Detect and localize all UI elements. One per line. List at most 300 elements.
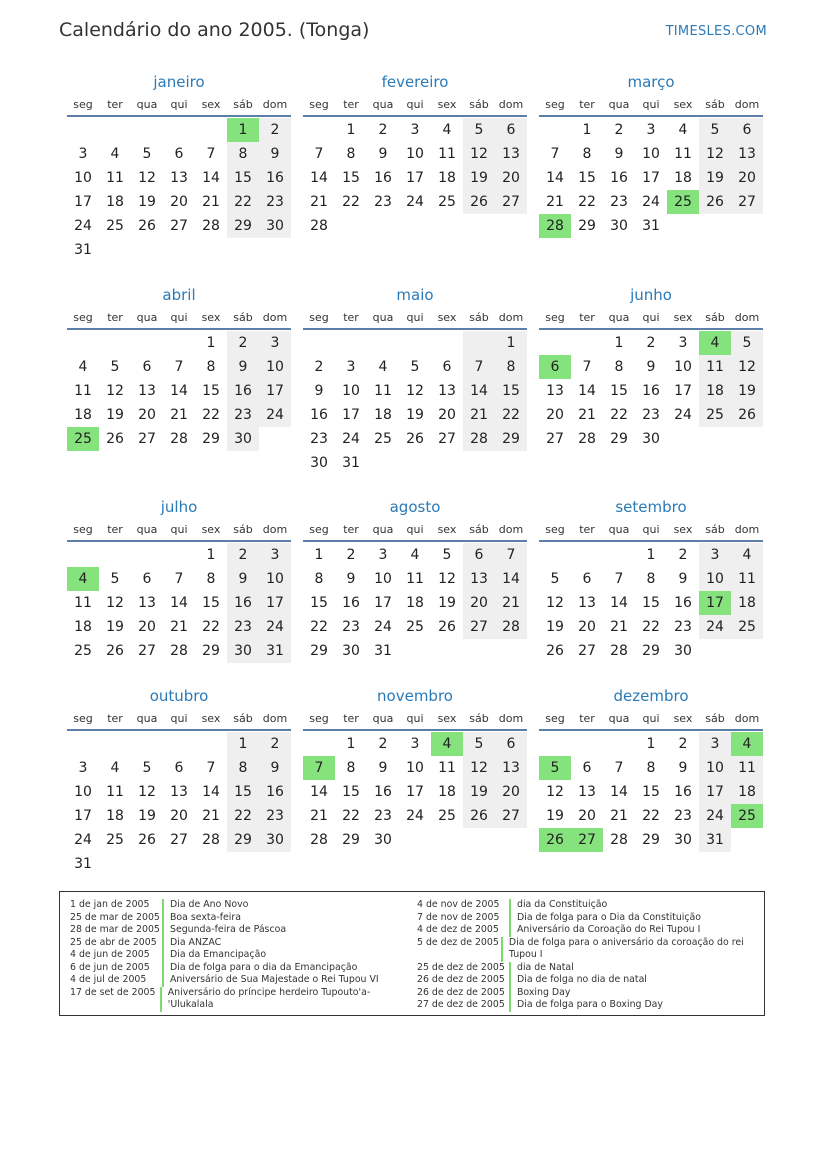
day-cell: 16 [342,595,360,611]
day-cell: 15 [578,170,596,186]
day-cell: 20 [170,194,188,210]
day-cell: 4 [110,760,120,776]
day-cell: 3 [259,543,291,567]
day-cell: 15 [310,595,328,611]
day-cell: 31 [374,643,392,659]
day-cell: 22 [342,808,360,824]
legend-column-right [417,899,757,1012]
day-cell: 7 [174,359,184,375]
day-cell: 6 [442,359,452,375]
legend-date: 5 de dez de 2005 [417,936,499,948]
day-cell: 11 [438,760,456,776]
legend-row [70,937,410,950]
day-cell: 22 [495,403,527,427]
weekday-label: seg [309,712,329,725]
day-cell: 1 [614,335,624,351]
day-cell: 2 [646,335,656,351]
day-cell: 30 [310,455,328,471]
day-cell: 27 [546,431,564,447]
legend-marker [162,949,164,962]
day-cell: 22 [310,619,328,635]
day-cell: 18 [74,619,92,635]
day-cell: 9 [678,571,688,587]
legend-row [417,987,757,1000]
day-cell: 28 [495,615,527,639]
weekday-label: sáb [705,98,725,111]
day-cell: 25 [374,431,392,447]
month-11 [303,686,527,852]
day-cell: 5 [463,118,495,142]
day-cell: 3 [410,122,420,138]
empty-cell [399,331,431,355]
day-cell: 30 [610,218,628,234]
day-cell: 30 [342,643,360,659]
day-cell: 2 [678,547,688,563]
month-4 [67,285,291,451]
day-cell: 23 [374,808,392,824]
holiday-legend [59,891,765,1016]
day-cell: 23 [642,407,660,423]
weekday-label: ter [107,523,123,536]
legend-holiday-name: dia de Natal [517,961,574,973]
day-cell: 26 [406,431,424,447]
day-cell: 12 [406,383,424,399]
day-cell: 14 [610,784,628,800]
weekday-label: qua [608,98,630,111]
empty-cell [303,331,335,355]
empty-cell [195,118,227,142]
day-cell: 17 [342,407,360,423]
day-cell: 22 [642,808,660,824]
day-cell: 18 [674,170,692,186]
day-cell: 11 [731,567,763,591]
day-cell: 31 [699,828,731,852]
day-cell: 21 [170,619,188,635]
weekday-label: sáb [705,311,725,324]
day-cell: 15 [342,170,360,186]
month-name: agosto [389,498,441,516]
empty-cell [67,543,99,567]
weekday-label: ter [579,712,595,725]
day-cell: 7 [174,571,184,587]
empty-cell [131,331,163,355]
weekday-label: sáb [469,523,489,536]
legend-column-left [70,899,410,1012]
empty-cell [67,331,99,355]
legend-marker [162,924,164,937]
weekday-label: sex [201,311,221,324]
day-cell: 1 [495,331,527,355]
brand-link[interactable]: TIMESLES.COM [665,24,767,39]
day-cell: 19 [699,166,731,190]
day-cell: 27 [170,218,188,234]
day-cell: 11 [374,383,392,399]
empty-cell [131,543,163,567]
day-cell: 10 [699,756,731,780]
holiday-day-cell: 25 [667,190,699,214]
day-cell: 24 [699,804,731,828]
day-cell: 17 [259,591,291,615]
weekday-label: qui [642,311,660,324]
day-cell: 20 [438,407,456,423]
day-cell: 23 [342,619,360,635]
day-cell: 7 [206,146,216,162]
legend-holiday-name: Dia de folga para o Boxing Day [517,999,663,1010]
day-cell: 5 [110,571,120,587]
day-cell: 27 [170,832,188,848]
day-cell: 24 [674,407,692,423]
day-cell: 3 [410,736,420,752]
weekday-label: ter [579,523,595,536]
day-cell: 23 [310,431,328,447]
day-cell: 19 [438,595,456,611]
day-cell: 27 [138,431,156,447]
day-cell: 1 [206,335,216,351]
day-cell: 17 [74,808,92,824]
weekday-label: seg [309,311,329,324]
day-cell: 26 [138,832,156,848]
weekday-label: qua [136,712,158,725]
weekday-label: ter [343,98,359,111]
day-cell: 8 [206,359,216,375]
day-cell: 24 [259,403,291,427]
legend-holiday-name: Segunda-feira de Páscoa [170,924,287,935]
weekday-label: dom [498,98,524,111]
day-cell: 21 [610,619,628,635]
day-cell: 3 [699,732,731,756]
weekday-label: sex [673,523,693,536]
day-cell: 28 [578,431,596,447]
month-9 [539,497,763,663]
day-cell: 14 [463,379,495,403]
weekday-header [67,520,291,542]
day-cell: 1 [314,547,324,563]
legend-row [417,999,757,1012]
day-cell: 20 [731,166,763,190]
day-cell: 26 [438,619,456,635]
weekday-label: sex [437,712,457,725]
weekday-label: seg [73,98,93,111]
weekday-label: ter [343,311,359,324]
day-cell: 13 [170,170,188,186]
holiday-day-cell: 17 [699,591,731,615]
legend-row [70,924,410,937]
month-name: janeiro [153,73,205,91]
day-cell: 16 [610,170,628,186]
weekday-header [303,308,527,330]
day-cell: 2 [314,359,324,375]
holiday-day-cell: 4 [431,732,463,756]
legend-marker [162,937,164,950]
day-cell: 17 [674,383,692,399]
day-cell: 16 [227,379,259,403]
day-cell: 11 [731,756,763,780]
holiday-day-cell: 4 [731,732,763,756]
day-cell: 26 [138,218,156,234]
day-cell: 29 [227,214,259,238]
empty-cell [539,331,571,355]
day-grid [303,543,527,663]
weekday-label: seg [545,98,565,111]
weekday-label: qua [136,311,158,324]
month-name: outubro [149,687,209,705]
day-cell: 3 [346,359,356,375]
day-cell: 19 [463,780,495,804]
day-cell: 10 [642,146,660,162]
weekday-label: qua [372,712,394,725]
day-cell: 4 [78,359,88,375]
day-cell: 14 [202,170,220,186]
weekday-label: qua [608,523,630,536]
day-cell: 5 [110,359,120,375]
empty-cell [163,118,195,142]
day-grid [67,331,291,451]
day-cell: 24 [642,194,660,210]
day-cell: 8 [314,571,324,587]
day-cell: 23 [674,619,692,635]
weekday-label: seg [73,311,93,324]
day-cell: 17 [74,194,92,210]
day-cell: 7 [614,571,624,587]
day-cell: 31 [642,218,660,234]
weekday-label: ter [579,311,595,324]
empty-cell [131,118,163,142]
day-cell: 15 [495,379,527,403]
day-cell: 5 [410,359,420,375]
holiday-day-cell: 27 [571,828,603,852]
month-name: fevereiro [381,73,449,91]
day-cell: 16 [259,166,291,190]
day-cell: 31 [259,639,291,663]
day-cell: 15 [642,784,660,800]
day-cell: 25 [731,615,763,639]
day-cell: 11 [406,571,424,587]
legend-marker [509,974,511,987]
day-cell: 17 [259,379,291,403]
weekday-label: qua [608,311,630,324]
day-cell: 15 [642,595,660,611]
day-cell: 3 [259,331,291,355]
month-3 [539,72,763,238]
day-cell: 13 [546,383,564,399]
day-cell: 20 [170,808,188,824]
day-cell: 25 [74,643,92,659]
day-cell: 7 [206,760,216,776]
day-cell: 21 [495,591,527,615]
day-cell: 19 [106,619,124,635]
day-cell: 31 [74,856,92,872]
weekday-label: ter [107,712,123,725]
day-cell: 30 [259,828,291,852]
day-cell: 28 [202,218,220,234]
day-cell: 28 [463,427,495,451]
day-cell: 1 [646,547,656,563]
day-cell: 25 [106,218,124,234]
weekday-label: sáb [469,712,489,725]
day-cell: 26 [106,431,124,447]
weekday-label: ter [343,712,359,725]
empty-cell [603,543,635,567]
day-cell: 31 [74,242,92,258]
day-cell: 30 [674,643,692,659]
legend-row [70,987,410,1012]
legend-holiday-name: Dia ANZAC [170,936,222,948]
empty-cell [539,543,571,567]
weekday-label: dom [498,523,524,536]
legend-holiday-name: Dia de folga para o Dia da Constituição [517,911,702,923]
legend-date: 25 de abr de 2005 [70,936,157,948]
empty-cell [67,118,99,142]
day-cell: 26 [106,643,124,659]
legend-row [417,937,757,962]
day-cell: 22 [578,194,596,210]
day-cell: 31 [342,455,360,471]
day-cell: 23 [610,194,628,210]
day-cell: 6 [495,118,527,142]
day-cell: 6 [142,571,152,587]
day-cell: 4 [378,359,388,375]
day-cell: 6 [174,760,184,776]
day-cell: 16 [310,407,328,423]
day-grid [539,543,763,663]
day-cell: 4 [731,543,763,567]
day-cell: 26 [731,403,763,427]
legend-date: 7 de nov de 2005 [417,911,500,923]
legend-marker [509,962,511,975]
weekday-label: sex [201,523,221,536]
legend-date: 25 de dez de 2005 [417,961,505,973]
day-cell: 3 [78,146,88,162]
weekday-label: sáb [469,311,489,324]
legend-row [70,949,410,962]
day-cell: 14 [310,170,328,186]
day-cell: 7 [463,355,495,379]
day-cell: 13 [495,756,527,780]
day-cell: 26 [463,804,495,828]
day-cell: 29 [642,832,660,848]
weekday-label: sex [673,311,693,324]
weekday-header [303,709,527,731]
day-cell: 2 [378,736,388,752]
day-cell: 29 [610,431,628,447]
legend-date: 1 de jan de 2005 [70,899,150,910]
day-grid [539,118,763,238]
legend-marker [509,912,511,925]
day-cell: 22 [642,619,660,635]
day-grid [303,732,527,852]
weekday-label: qua [608,712,630,725]
day-cell: 12 [438,571,456,587]
day-cell: 1 [206,547,216,563]
day-cell: 27 [463,615,495,639]
day-cell: 20 [495,780,527,804]
month-name: julho [160,498,198,516]
legend-holiday-name: Dia de folga para o aniversário da coroação do rei Tupou I [508,936,744,960]
legend-marker [162,912,164,925]
empty-cell [603,732,635,756]
holiday-day-cell: 28 [539,214,571,238]
day-cell: 20 [578,808,596,824]
legend-date: 4 de dez de 2005 [417,924,499,935]
day-cell: 14 [310,784,328,800]
month-5 [303,285,527,475]
legend-holiday-name: Boxing Day [517,986,571,998]
weekday-label: qua [372,311,394,324]
weekday-header [67,308,291,330]
legend-date: 26 de dez de 2005 [417,974,505,985]
day-cell: 21 [578,407,596,423]
day-cell: 25 [406,619,424,635]
day-cell: 5 [142,760,152,776]
day-cell: 15 [342,784,360,800]
weekday-label: dom [262,311,288,324]
day-cell: 15 [202,383,220,399]
day-cell: 4 [678,122,688,138]
legend-date: 6 de jun de 2005 [70,961,150,973]
holiday-day-cell: 4 [67,567,99,591]
day-cell: 28 [170,643,188,659]
day-cell: 9 [378,760,388,776]
legend-row [417,924,757,937]
day-cell: 19 [546,619,564,635]
day-cell: 23 [259,804,291,828]
day-cell: 11 [699,355,731,379]
day-cell: 10 [259,567,291,591]
holiday-day-cell: 25 [67,427,99,451]
day-cell: 18 [731,780,763,804]
weekday-header [539,709,763,731]
empty-cell [303,732,335,756]
day-cell: 28 [610,832,628,848]
day-cell: 10 [74,784,92,800]
day-cell: 20 [138,619,156,635]
empty-cell [571,543,603,567]
weekday-label: qui [170,311,188,324]
day-cell: 29 [342,832,360,848]
day-cell: 9 [346,571,356,587]
day-cell: 23 [227,615,259,639]
day-cell: 28 [610,643,628,659]
day-cell: 24 [74,218,92,234]
day-cell: 28 [170,431,188,447]
empty-cell [163,543,195,567]
day-cell: 25 [106,832,124,848]
weekday-label: sex [437,523,457,536]
day-cell: 10 [674,359,692,375]
day-grid [539,331,763,451]
weekday-label: dom [262,712,288,725]
day-cell: 14 [170,595,188,611]
day-cell: 3 [78,760,88,776]
day-cell: 18 [438,170,456,186]
day-cell: 12 [106,595,124,611]
day-cell: 8 [495,355,527,379]
holiday-day-cell: 7 [303,756,335,780]
legend-marker [509,899,511,912]
month-name: março [627,73,675,91]
day-cell: 1 [346,736,356,752]
empty-cell [539,118,571,142]
day-cell: 6 [463,543,495,567]
day-cell: 11 [74,595,92,611]
day-cell: 11 [106,170,124,186]
weekday-label: dom [262,98,288,111]
legend-date: 17 de set de 2005 [70,986,156,998]
day-cell: 12 [731,355,763,379]
day-cell: 18 [374,407,392,423]
day-cell: 13 [138,383,156,399]
month-12 [539,686,763,852]
